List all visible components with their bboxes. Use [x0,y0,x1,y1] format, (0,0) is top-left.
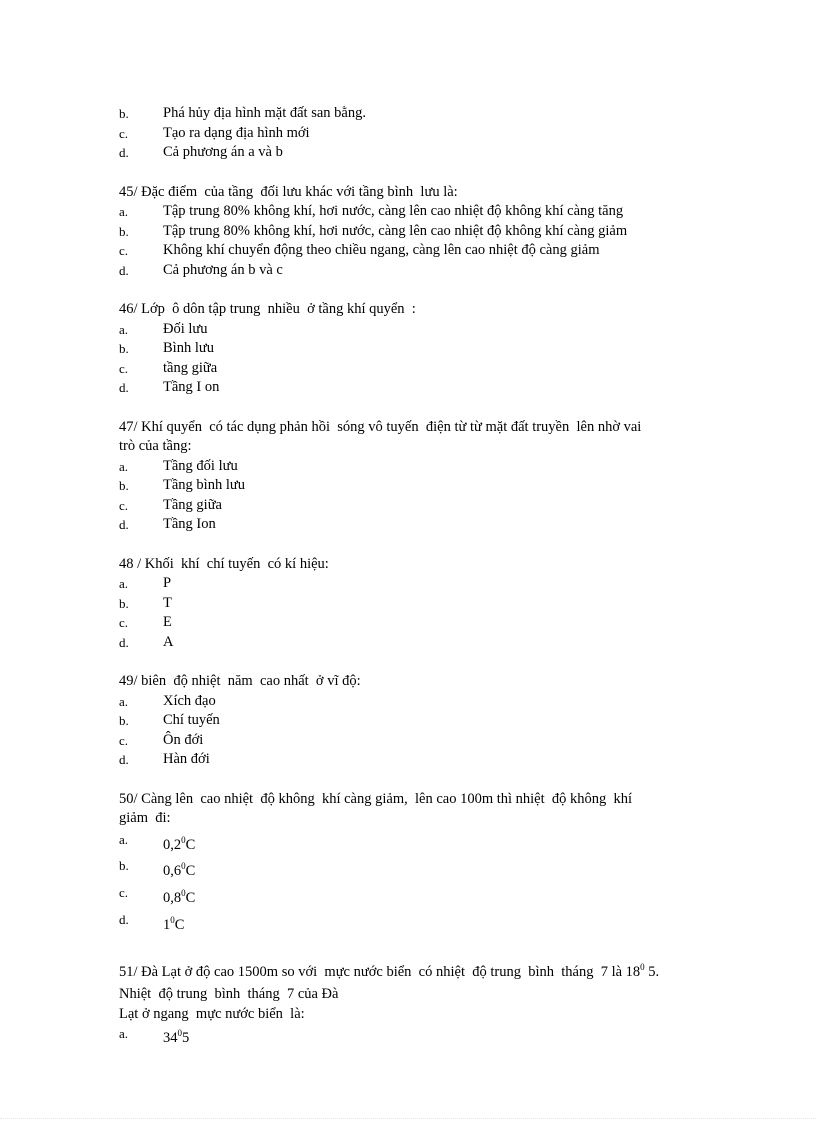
degree-superscript: 0 [170,914,175,925]
option-text: Cả phương án b và c [163,261,283,278]
option-value: 34 [163,1029,178,1046]
option-text [163,1024,719,1048]
option-text: Đối lưu [163,320,208,337]
option-text: Bình lưu [163,340,214,356]
option-unit: C [185,889,196,906]
option-text: Hàn đới [163,751,210,767]
option-49-c [119,731,719,751]
question-text-line-1: 47/ Khí quyển có tác dụng phản hồi sóng vô tuyến điện từ từ mặt đất truyền lên nhờ vai [119,418,642,435]
option-letter: b. [119,858,129,874]
degree-superscript: 0 [181,834,186,845]
question-48 [119,555,719,653]
option-letter: b. [119,106,129,121]
option-letter: a. [119,693,129,709]
option-50-a [119,829,719,856]
page-bottom-divider [0,1118,816,1119]
option-letter: b. [119,478,129,493]
question-50 [119,790,719,936]
option-50-c [119,882,719,909]
option-49-b [119,711,719,731]
option-letter: d. [119,380,129,395]
option-letter: c. [119,885,129,901]
question-text-line-2: trò của tầng: [119,438,192,454]
option-text [163,882,719,909]
option-letter: b. [119,223,129,239]
option-unit: 5 [182,1029,190,1046]
option-text: Tầng I on [163,379,220,395]
option-49-a [119,692,719,712]
question-text-main: 51/ Đà Lạt ở độ cao 1500m so với mực nước biển có nhiệt độ trung bình tháng 7 là 18 [119,963,641,980]
option-45-b [119,222,719,242]
option-letter: d. [119,752,129,767]
option-letter: a. [119,321,129,337]
option-49-d [119,750,719,770]
option-50-d [119,909,719,936]
option-text: Ôn đới [163,731,204,748]
option-letter: c. [119,615,129,630]
option-letter: b. [119,713,129,728]
option-letter: b. [119,595,129,611]
question-text: 45/ Đặc điểm của tầng đối lưu khác với tầng bình lưu là: [119,183,458,200]
option-letter: c. [119,125,129,141]
option-48-d [119,633,719,653]
option-45-a [119,202,719,222]
option-letter: a. [119,1025,129,1041]
question-text-line-1: 50/ Càng lên cao nhiệt độ không khí càng giảm, lên cao 100m thì nhiệt độ không khí [119,790,633,807]
degree-superscript: 0 [181,861,186,872]
option-text: Tầng bình lưu [163,477,245,493]
question-49 [119,672,719,770]
option-value: 1 [163,916,171,933]
question-46 [119,300,719,398]
option-47-c [119,496,719,516]
option-unit: C [185,836,196,853]
option-45-c [119,241,719,261]
option-text [163,909,719,936]
question-text-line-2: Nhiệt độ trung bình tháng 7 của Đà [119,985,339,1002]
question-text: 48 / Khối khí chí tuyến có kí hiệu: [119,555,329,572]
option-46-d [119,378,719,398]
option-44-d [119,143,719,163]
option-text: Phá hủy địa hình mặt đất san bằng. [163,105,366,121]
option-44-c [119,124,719,144]
degree-superscript: 0 [181,888,186,899]
option-letter: a. [119,458,129,474]
option-value: 0,2 [163,836,182,853]
option-46-c [119,359,719,379]
option-value: 0,6 [163,863,182,880]
option-48-a [119,574,719,594]
question-47 [119,418,719,535]
option-47-a [119,457,719,477]
option-letter: a. [119,831,129,847]
option-text: E [163,614,172,630]
question-text-line-1 [119,956,719,983]
option-letter: d. [119,517,129,532]
option-text: Chí tuyến [163,712,220,728]
option-text: T [163,594,172,611]
option-text: Tầng giữa [163,496,222,513]
option-47-b [119,476,719,496]
question-text: 46/ Lớp ô dôn tập trung nhiều ở tầng khí quyển : [119,301,416,317]
option-unit: C [185,863,196,880]
option-48-c [119,613,719,633]
option-letter: a. [119,204,129,219]
option-text: Tạo ra dạng địa hình mới [163,124,310,141]
option-47-d [119,515,719,535]
option-text: Cả phương án a và b [163,144,283,160]
option-letter: d. [119,634,129,650]
option-text: Xích đạo [163,692,216,709]
option-text: P [163,575,172,591]
option-text: Tầng đối lưu [163,457,238,474]
option-letter: d. [119,911,129,927]
option-text: A [163,633,174,650]
question-text-line-2: giảm đi: [119,810,171,826]
option-letter: a. [119,576,129,591]
question-text-end: 5. [644,963,660,980]
option-text: Không khí chuyển động theo chiều ngang, càng lên cao nhiệt độ càng giảm [163,242,600,258]
exam-content [119,104,719,1068]
option-letter: c. [119,360,129,376]
option-text [163,855,719,882]
option-46-a [119,320,719,340]
option-50-b [119,855,719,882]
question-text: 49/ biên độ nhiệt năm cao nhất ở vĩ độ: [119,673,361,689]
option-46-b [119,339,719,359]
question-45 [119,183,719,281]
option-letter: c. [119,243,129,258]
option-text [163,829,719,856]
option-45-d [119,261,719,281]
question-51 [119,956,719,1048]
option-51-a [119,1024,719,1048]
question-44-continued [119,104,719,163]
question-text-line-3: Lạt ở ngang mực nước biển là: [119,1005,305,1022]
degree-superscript: 0 [640,961,645,972]
option-letter: b. [119,341,129,356]
option-letter: d. [119,262,129,278]
option-letter: c. [119,497,129,513]
option-44-b [119,104,719,124]
option-unit: C [174,916,185,933]
degree-superscript: 0 [177,1027,182,1038]
option-text: tầng giữa [163,359,218,376]
option-value: 0,8 [163,889,182,906]
option-text: Tầng Ion [163,516,216,532]
option-letter: d. [119,145,129,160]
option-48-b [119,594,719,614]
option-text: Tập trung 80% không khí, hơi nước, càng lên cao nhiệt độ không khí càng giảm [163,222,628,239]
option-text: Tập trung 80% không khí, hơi nước, càng lên cao nhiệt độ không khí càng tăng [163,203,624,219]
option-letter: c. [119,732,129,748]
